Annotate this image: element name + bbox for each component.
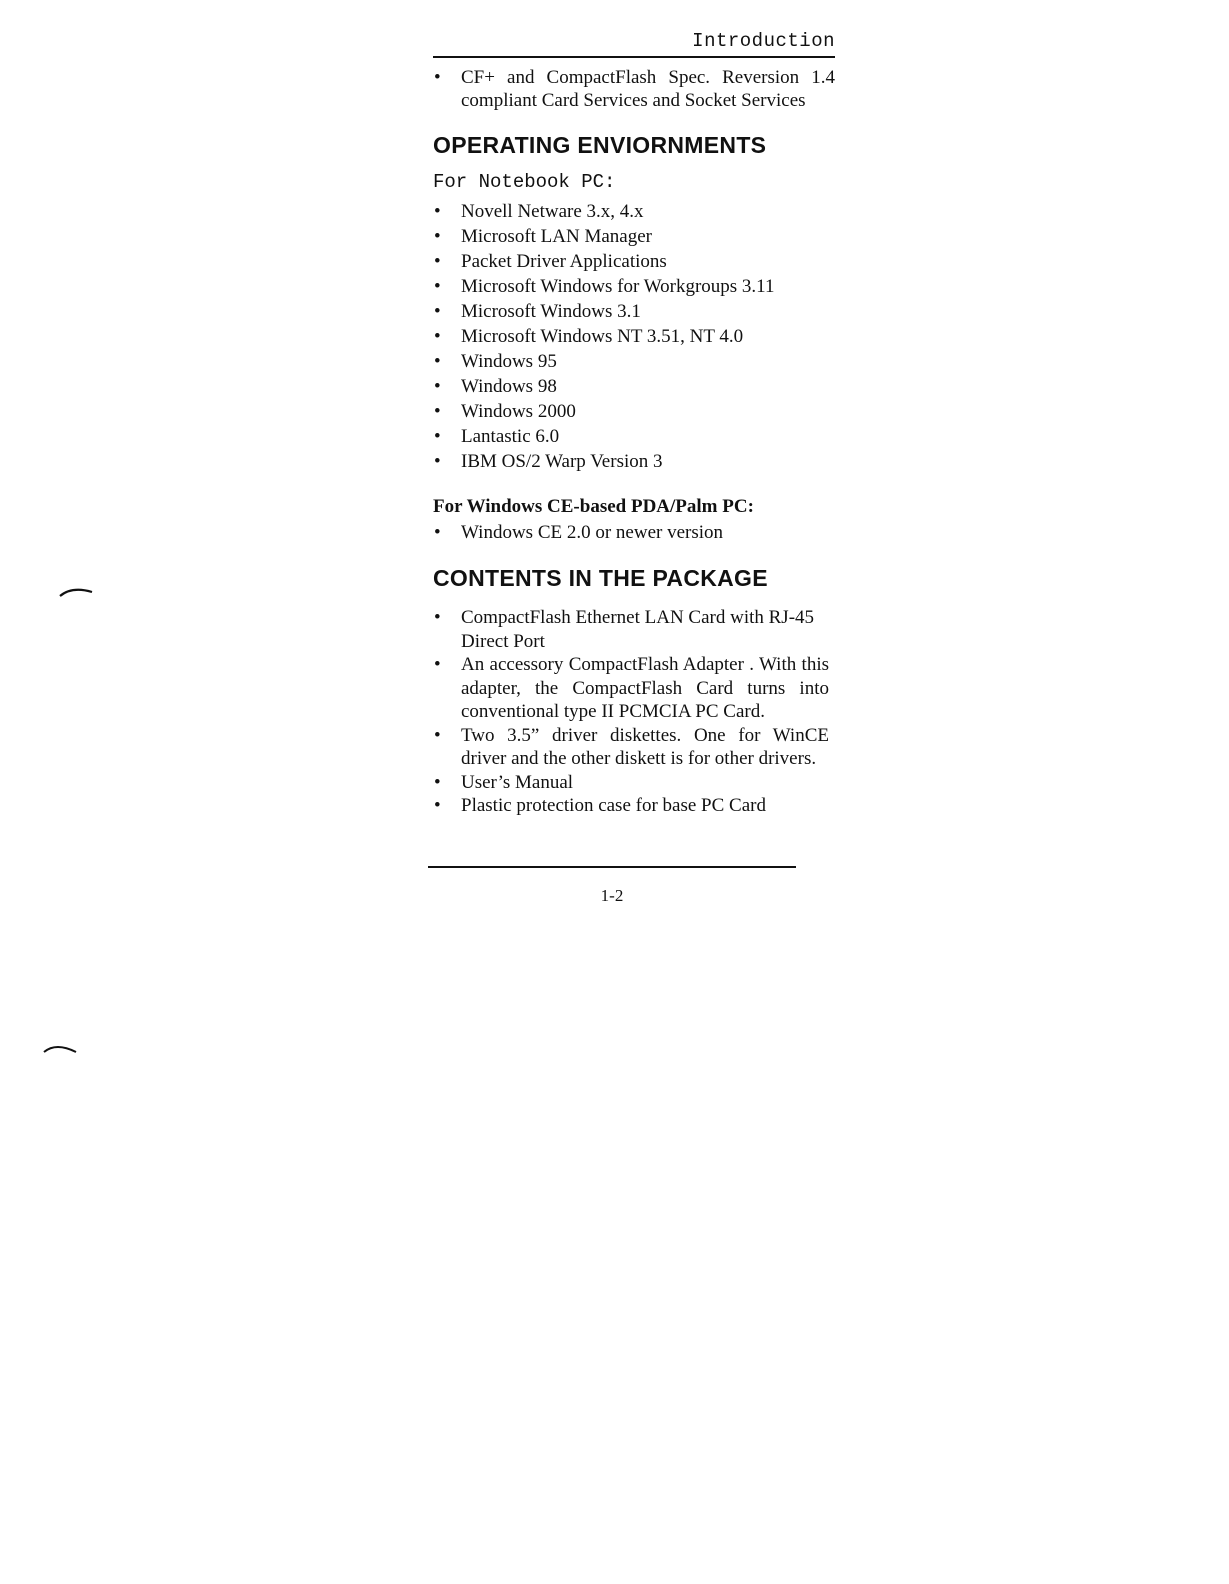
package-contents-list [433, 606, 829, 818]
pda-heading: For Windows CE-based PDA/Palm PC: [433, 496, 754, 517]
section-title-operating: OPERATING ENVIORNMENTS [433, 132, 767, 158]
running-header: Introduction [692, 30, 835, 52]
notebook-os-list [433, 199, 835, 474]
page-number: 1-2 [600, 886, 624, 905]
notebook-heading: For Notebook PC: [433, 171, 616, 193]
list-item: • CompactFlash Ethernet LAN Card with RJ-45 Direct Port [433, 606, 829, 653]
intro-list [433, 66, 835, 112]
list-item: • Lantastic 6.0 [433, 424, 835, 449]
list-item: • Two 3.5” driver diskettes. One for WinCE driver and the other diskett is for other drivers. [433, 724, 829, 771]
pda-os-list [433, 520, 835, 545]
list-item: • Windows 95 [433, 349, 835, 374]
list-item: • Packet Driver Applications [433, 249, 835, 274]
header-rule [433, 56, 835, 58]
list-item: • Microsoft Windows 3.1 [433, 299, 835, 324]
list-item: • Microsoft LAN Manager [433, 224, 835, 249]
list-item: • Microsoft Windows for Workgroups 3.11 [433, 274, 835, 299]
list-item: • IBM OS/2 Warp Version 3 [433, 449, 835, 474]
list-item: • Plastic protection case for base PC Card [433, 794, 829, 818]
list-item: • Windows 2000 [433, 399, 835, 424]
list-item: • Windows CE 2.0 or newer version [433, 520, 835, 545]
list-item: • Novell Netware 3.x, 4.x [433, 199, 835, 224]
list-item: • An accessory CompactFlash Adapter . With this adapter, the CompactFlash Card turns into conventional type II PCMCIA PC Card. [433, 653, 829, 724]
list-item: • Microsoft Windows NT 3.51, NT 4.0 [433, 324, 835, 349]
list-item: • User’s Manual [433, 771, 829, 795]
list-item: • Windows 98 [433, 374, 835, 399]
binder-hole-mark [42, 1040, 80, 1058]
footer-rule [428, 866, 796, 868]
binder-hole-mark [58, 582, 96, 600]
section-title-contents: CONTENTS IN THE PACKAGE [433, 565, 768, 591]
list-item: • CF+ and CompactFlash Spec. Reversion 1.4 compliant Card Services and Socket Services [433, 66, 835, 112]
